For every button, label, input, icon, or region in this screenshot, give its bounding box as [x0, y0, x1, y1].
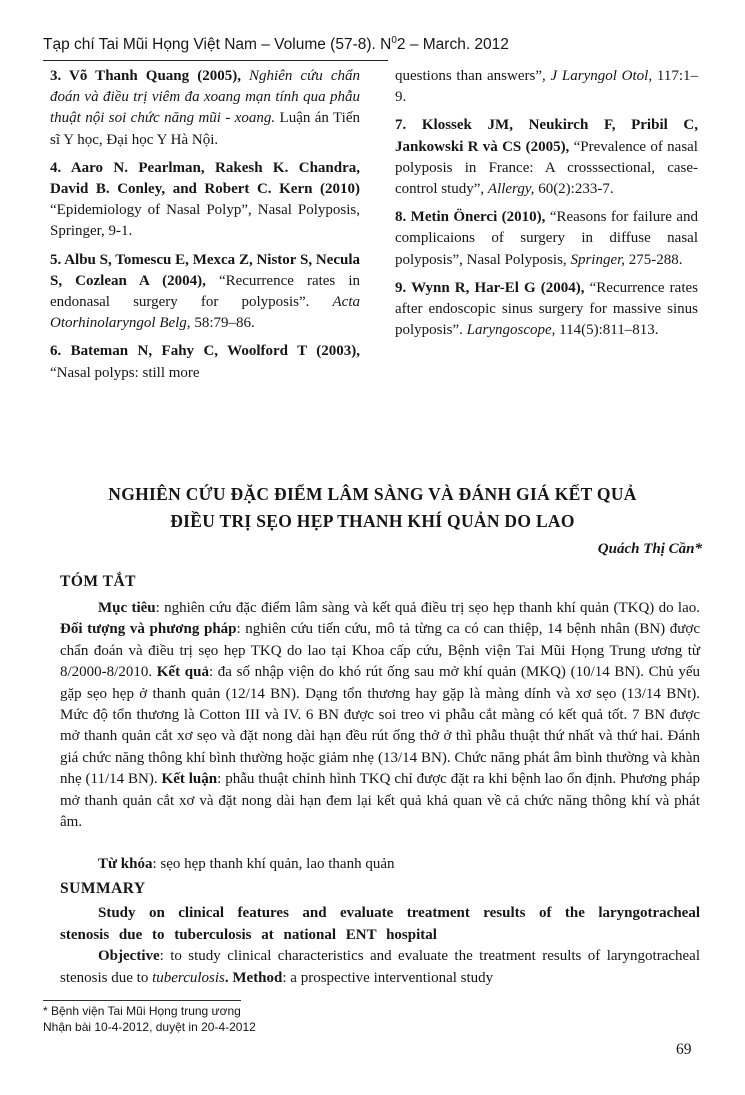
ref-title: Nghiên cứu chẩn đoán và điều trị viêm đa xoang mạn tính qua phẫu thuật nội soi chức năng mũi - xoang. [50, 68, 360, 127]
keywords-label: Từ khóa [98, 856, 153, 872]
article-title-line-1: NGHIÊN CỨU ĐẶC ĐIỂM LÂM SÀNG VÀ ĐÁNH GIÁ KẾT QUẢ [108, 484, 637, 504]
journal-date: 2 – March. 2012 [396, 36, 509, 54]
running-header [43, 35, 703, 54]
keywords-text: : sẹo hẹp thanh khí quản, lao thanh quản [152, 856, 395, 872]
reference-6 [50, 341, 360, 383]
summary-italic-term: tuberculosis [152, 969, 225, 986]
ref-pages: 60(2):233-7. [534, 181, 614, 198]
summary-body [60, 946, 700, 989]
result-text: : đa số nhập viện do khó rút ống sau mở khí quản (MKQ) (10/14 BN). Chủ yếu gặp sẹo hẹp ở thanh quản (12/14 BN). Dạng tổn thương hay gặp là màng dính và xơ sẹo (13/14 BNt). Mức độ tổn thương là Cotton III và IV. 6 BN được soi treo vi phẫu cắt màng có kết quả tốt. 7 BN được mở thanh quản cắt xơ sẹo và đặt nong dài hạn đều rút ống thở ở thì phẫu thuật thứ nhất và thứ hai. Đánh giá chức năng thông khí bình thường hoặc giảm nhẹ (13/14 BN). Chức năng phát âm bình thường và khàn nhẹ (11/14 BN). [60, 664, 700, 788]
reference-7 [395, 115, 698, 200]
ref-authors: 5. Albu S, Tomescu E, Mexca Z, Nistor S, Necula S, Cozlean A (2004), [50, 251, 360, 289]
method-label: Đối tượng và phương pháp [60, 621, 237, 638]
references-right-column [395, 66, 698, 348]
reference-6-continued [395, 66, 698, 108]
ref-pages: 114(5):811–813. [555, 322, 659, 339]
abstract-body [60, 598, 700, 833]
reference-3 [50, 66, 360, 151]
summary-method-label: Method [228, 969, 283, 986]
reference-5 [50, 250, 360, 335]
conclusion-label: Kết luận [161, 771, 218, 788]
reference-9 [395, 278, 698, 342]
summary-objective-text: : to study clinical characteristics and evaluate the treatment results of laryngotracheal stenosis due to [60, 948, 700, 986]
ref-authors: 9. Wynn R, Har-El G (2004), [395, 279, 585, 296]
journal-name: Tạp chí Tai Mũi Họng Việt Nam – Volume (57-8). N [43, 36, 392, 54]
ref-authors: 6. Bateman N, Fahy C, Woolford T (2003), [50, 343, 360, 360]
article-title-line-2: ĐIỀU TRỊ SẸO HẸP THANH KHÍ QUẢN DO LAO [170, 511, 575, 531]
footnote-affiliation: * Bệnh viện Tai Mũi Họng trung ương [43, 1004, 241, 1018]
ref-details: Luận án Tiến sĩ Y học, Đại học Y Hà Nội. [50, 110, 360, 148]
objective-text: : nghiên cứu đặc điểm lâm sàng và kết quả điều trị sẹo hẹp thanh khí quản (TKQ) do lao. [155, 600, 700, 616]
footnote-dates: Nhận bài 10-4-2012, duyệt in 20-4-2012 [43, 1020, 256, 1034]
summary-period: . [224, 969, 229, 986]
ref-pages: 275-288. [625, 251, 683, 268]
ref-details: questions than answers”, [395, 68, 551, 84]
ref-details: “Reasons for failure and complicaions of surgery in diffuse nasal polyposis”, Nasal Polyposis, [395, 209, 698, 268]
ref-authors: 8. Metin Önerci (2010), [395, 209, 546, 226]
ref-pages: 117:1–9. [395, 68, 698, 106]
references-left-column [50, 66, 360, 391]
ref-details: “Nasal polyps: still more [50, 364, 200, 381]
page-number: 69 [676, 1041, 692, 1058]
ref-journal: Springer, [570, 251, 626, 268]
summary-method-text: : a prospective interventional study [282, 969, 494, 986]
header-rule [43, 60, 388, 61]
method-text: : nghiên cứu tiến cứu, mô tả từng ca có can thiệp, 14 bệnh nhân (BN) được chẩn đoán và điều trị sẹo hẹp TKQ do lao tại Khoa cấp cứu, Bệnh viện Tai Mũi Họng Trung ương từ 8/2000-8/2010. [60, 621, 700, 681]
result-label: Kết quả [156, 664, 209, 681]
ref-journal: Laryngoscope, [466, 322, 556, 339]
ref-journal: Allergy, [487, 181, 535, 198]
footnote-rule [43, 1000, 241, 1001]
ref-details: “Prevalence of nasal polyposis in France: A crosssectional, case-control study”, [395, 138, 698, 198]
ref-details: “Epidemiology of Nasal Polyp”, Nasal Polyposis, Springer, 9-1. [50, 202, 360, 240]
summary-heading: SUMMARY [60, 880, 146, 897]
article-title [40, 481, 705, 535]
keywords [60, 856, 700, 873]
ref-authors: 7. Klossek JM, Neukirch F, Pribil C, Jankowski R và CS (2005), [395, 117, 698, 155]
ref-journal: J Laryngol Otol, [550, 68, 653, 84]
ref-authors: 3. Võ Thanh Quang (2005), [50, 68, 241, 84]
summary-objective-label: Objective [98, 948, 160, 964]
ref-details: “Recurrence rates after endoscopic sinus surgery for massive sinus polyposis”. [395, 279, 698, 339]
ref-journal: Acta Otorhinolaryngol Belg, [50, 294, 360, 332]
conclusion-text: : phẫu thuật chỉnh hình TKQ chỉ được đặt ra khi bệnh lao ổn định. Phương pháp mở thanh quản cắt xơ và đặt nong dài hạn đem lại kết quả khả quan về cả chức năng thông khí và phát âm. [60, 771, 700, 831]
abstract-heading: TÓM TẮT [60, 573, 136, 590]
summary-title: Study on clinical features and evaluate treatment results of the laryngotracheal stenosis due to tuberculosis at national ENT hospital [60, 905, 700, 943]
ref-authors: 4. Aaro N. Pearlman, Rakesh K. Chandra, David B. Conley, and Robert C. Kern (2010) [50, 159, 360, 198]
reference-4 [50, 158, 360, 243]
reference-8 [395, 207, 698, 271]
objective-label: Mục tiêu [98, 600, 156, 616]
ref-details: “Recurrence rates in endonasal surgery for polyposis”. [50, 272, 360, 311]
issue-superscript: 0 [391, 35, 397, 46]
ref-pages: 58:79–86. [190, 315, 255, 332]
article-author: Quách Thị Cần* [597, 541, 702, 557]
